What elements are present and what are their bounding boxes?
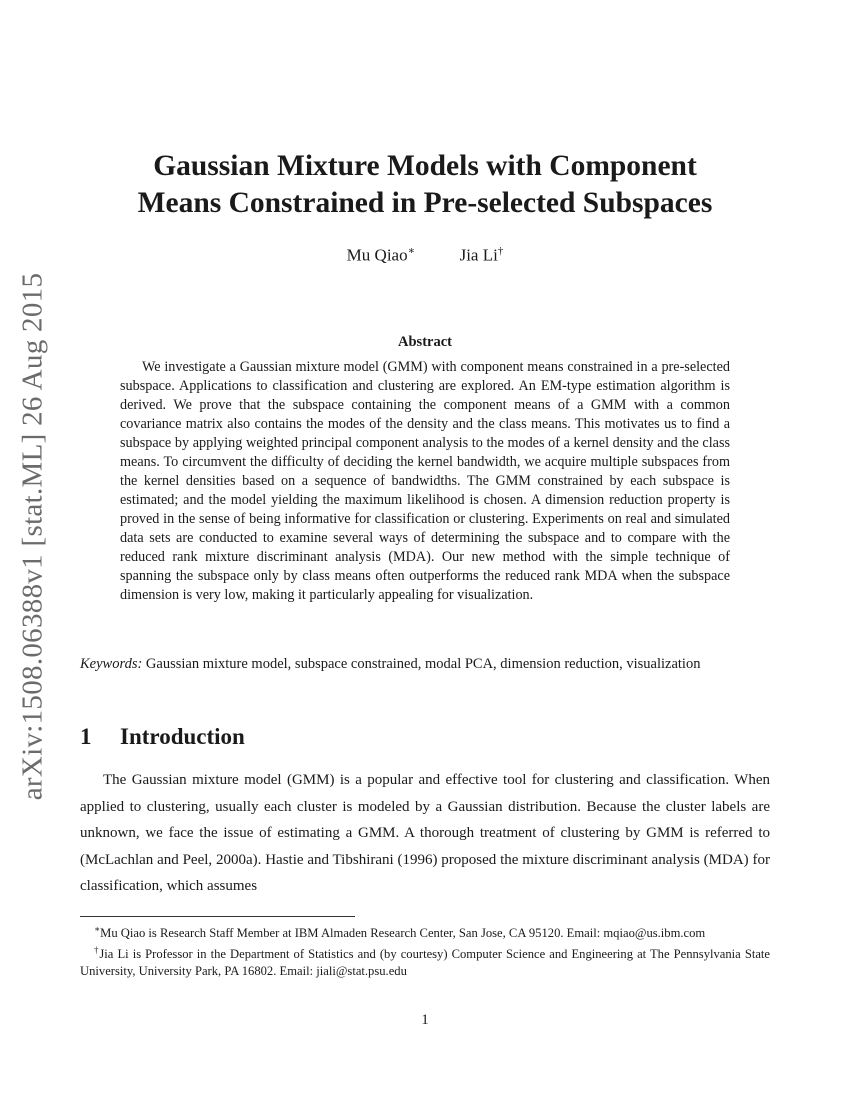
keywords-label: Keywords: [80,656,143,672]
keywords-text: Gaussian mixture model, subspace constrained, modal PCA, dimension reduction, visualization [145,656,701,672]
author-mark-2: † [497,245,504,257]
arxiv-sidebar-stamp [12,272,54,800]
footnote-divider [80,916,355,917]
footnote-mark-2: † [94,945,100,956]
footnote-mark-1: ∗ [94,924,101,934]
abstract-text: We investigate a Gaussian mixture model (GMM) with component means constrained in a pre-selected subspace. Applications to classification and clustering are explored. An EM-type estimation algorithm is derived. We prove that the subspace containing the component means of a GMM with a common covariance matrix also contains the modes of the density and the class means. This motivates us to find a subspace by applying weighted principal component analysis to the modes of a kernel density and the class means. To circumvent the difficulty of deciding the kernel bandwidth, we acquire multiple subspaces from the kernel densities based on a sequence of bandwidths. The GMM constrained by each subspace is estimated; and the model yielding the maximum likelihood is chosen. A dimension reduction property is proved in the sense of being informative for classification or clustering. Experiments on real and simulated data sets are conducted to examine several ways of determining the subspace and to compare with the reduced rank mixture discriminant analysis (MDA). Our new method with the simple technique of spanning the subspace only by class means often outperforms the reduced rank MDA when the subspace dimension is very low, making it particularly appealing for visualization. [120,359,730,603]
page-number: 1 [421,1012,429,1028]
footnote-1 [80,921,770,942]
arxiv-identifier: arXiv:1508.06388v1 [stat.ML] 26 Aug 2015 [16,272,49,800]
section-heading [80,724,245,750]
introduction-paragraph: The Gaussian mixture model (GMM) is a popular and effective tool for clustering and classification. When applied to clustering, usually each cluster is modeled by a Gaussian distribution. Because the cluster labels are unknown, we face the issue of estimating a GMM. A thorough treatment of clustering by GMM is referred to (McLachlan and Peel, 2000a). Hastie and Tibshirani (1996) proposed the mixture discriminant analysis (MDA) for classification, which assumes [80,772,770,894]
footnote-2 [80,942,770,980]
paper-title [80,148,770,222]
abstract-heading: Abstract [398,334,452,350]
author-list [80,244,770,266]
keywords-block [80,655,770,674]
author-mark-1: ∗ [407,245,416,257]
section-number: 1 [80,724,92,749]
footnote-text-2: Jia Li is Professor in the Department of Statistics and (by courtesy) Computer Science and Engineering at The Pennsylvania State University, University Park, PA 16802. Email: jiali@stat.psu.edu [80,947,771,979]
footnote-text-1: Mu Qiao is Research Staff Member at IBM Almaden Research Center, San Jose, CA 95120. Email: mqiao@us.ibm.com [100,926,706,941]
author-name-2: Jia Li [459,245,498,265]
footnotes [80,921,770,980]
title-line-1: Gaussian Mixture Models with Component [153,150,697,182]
section-title: Introduction [120,724,245,749]
title-line-2: Means Constrained in Pre-selected Subspaces [137,187,713,219]
author-name-1: Mu Qiao [346,245,408,265]
introduction-body [80,767,770,900]
abstract-body [120,358,730,605]
